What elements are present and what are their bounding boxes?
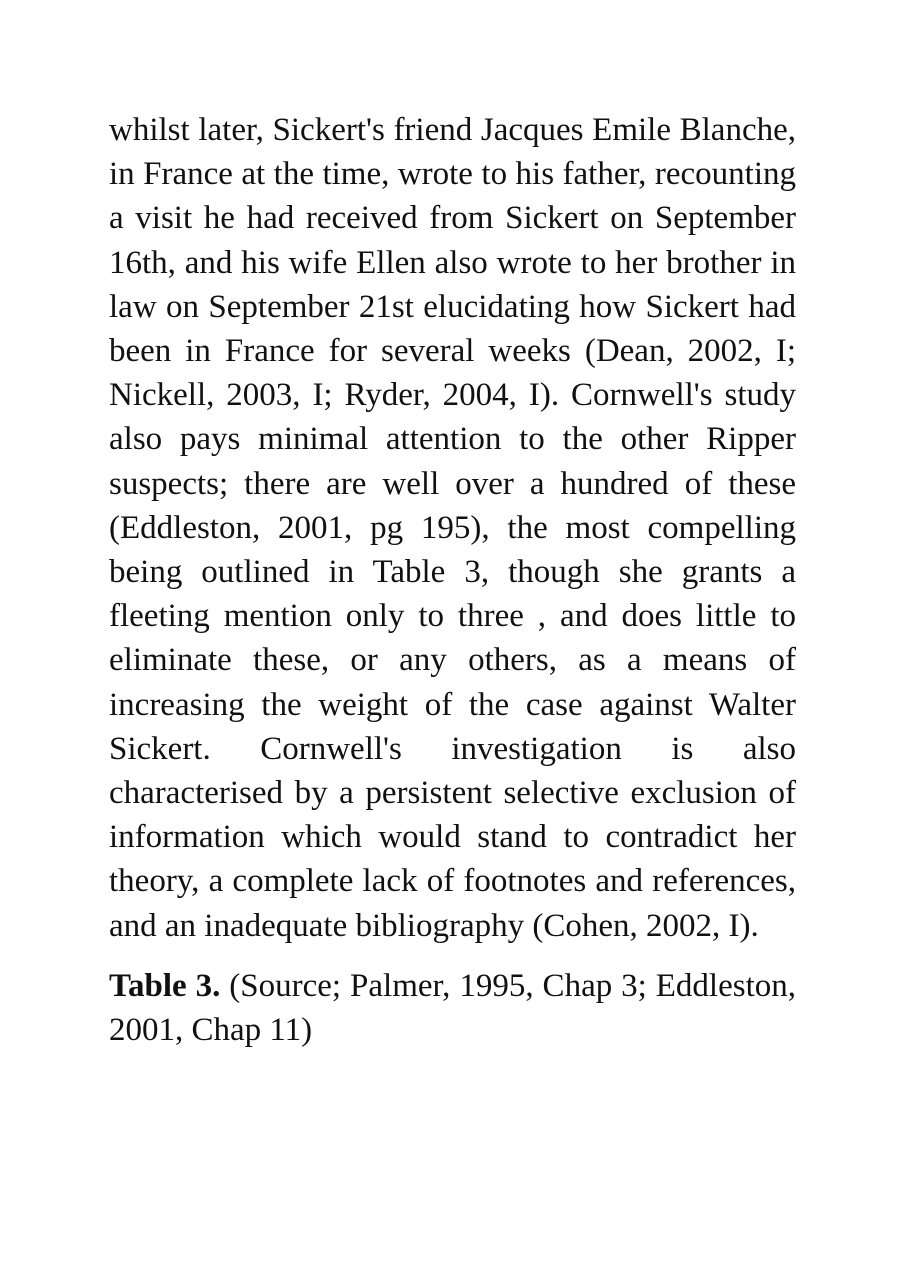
body-paragraph: whilst later, Sickert's friend Jacques Emile Blanche, in France at the time, wrote to his father, recounting a visit he had received from Sickert on September 16th, and his wife Ellen also wrote to her brother in law on September 21st elucidating how Sickert had been in France for several weeks (Dean, 2002, I; Nickell, 2003, I; Ryder, 2004, I). Cornwell's study also pays minimal attention to the other Ripper suspects; there are well over a hundred of these (Eddleston, 2001, pg 195), the most compelling being outlined in Table 3, though she grants a fleeting mention only to three , and does little to eliminate these, or any others, as a means of increasing the weight of the case against Walter Sickert. Cornwell's investigation is also characterised by a persistent selective exclusion of information which would stand to contradict her theory, a complete lack of footnotes and references, and an inadequate bibliography (Cohen, 2002, I). bbox=[109, 112, 796, 944]
table-caption-text: (Source; Palmer, 1995, Chap 3; Eddleston, 2001, Chap 11) bbox=[109, 967, 797, 1049]
document-page bbox=[109, 108, 796, 1052]
table-caption bbox=[109, 964, 796, 1052]
table-caption-label: Table 3. bbox=[109, 967, 221, 1004]
